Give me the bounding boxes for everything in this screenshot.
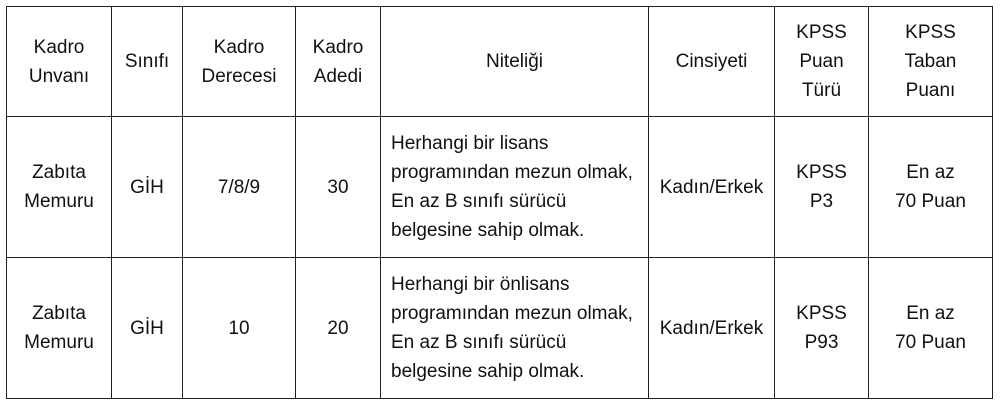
header-kadro-derecesi: Kadro Derecesi xyxy=(183,7,296,117)
header-kpss-taban-puani: KPSS Taban Puanı xyxy=(869,7,993,117)
cell-kpss-taban-puani: En az 70 Puan xyxy=(869,117,993,258)
header-niteligi: Niteliği xyxy=(381,7,649,117)
header-sinifi: Sınıfı xyxy=(112,7,183,117)
cell-cinsiyeti: Kadın/Erkek xyxy=(649,117,775,258)
header-kadro-unvani: Kadro Unvanı xyxy=(7,7,112,117)
header-kadro-adedi: Kadro Adedi xyxy=(296,7,381,117)
cell-kpss-puan-turu: KPSS P93 xyxy=(775,258,869,399)
header-kpss-puan-turu: KPSS Puan Türü xyxy=(775,7,869,117)
cell-kadro-adedi: 30 xyxy=(296,117,381,258)
header-cinsiyeti: Cinsiyeti xyxy=(649,7,775,117)
cell-kadro-derecesi: 10 xyxy=(183,258,296,399)
cell-niteligi: Herhangi bir lisans programından mezun olmak, En az B sınıfı sürücü belgesine sahip olmak. xyxy=(381,117,649,258)
cell-kadro-unvani: Zabıta Memuru xyxy=(7,258,112,399)
cell-kpss-puan-turu: KPSS P3 xyxy=(775,117,869,258)
kadro-table xyxy=(6,6,993,399)
cell-niteligi: Herhangi bir önlisans programından mezun olmak, En az B sınıfı sürücü belgesine sahip olmak. xyxy=(381,258,649,399)
cell-kpss-taban-puani: En az 70 Puan xyxy=(869,258,993,399)
table-row xyxy=(7,117,993,258)
cell-kadro-adedi: 20 xyxy=(296,258,381,399)
cell-sinifi: GİH xyxy=(112,117,183,258)
cell-kadro-derecesi: 7/8/9 xyxy=(183,117,296,258)
table-row xyxy=(7,258,993,399)
cell-cinsiyeti: Kadın/Erkek xyxy=(649,258,775,399)
header-row xyxy=(7,7,993,117)
cell-kadro-unvani: Zabıta Memuru xyxy=(7,117,112,258)
cell-sinifi: GİH xyxy=(112,258,183,399)
